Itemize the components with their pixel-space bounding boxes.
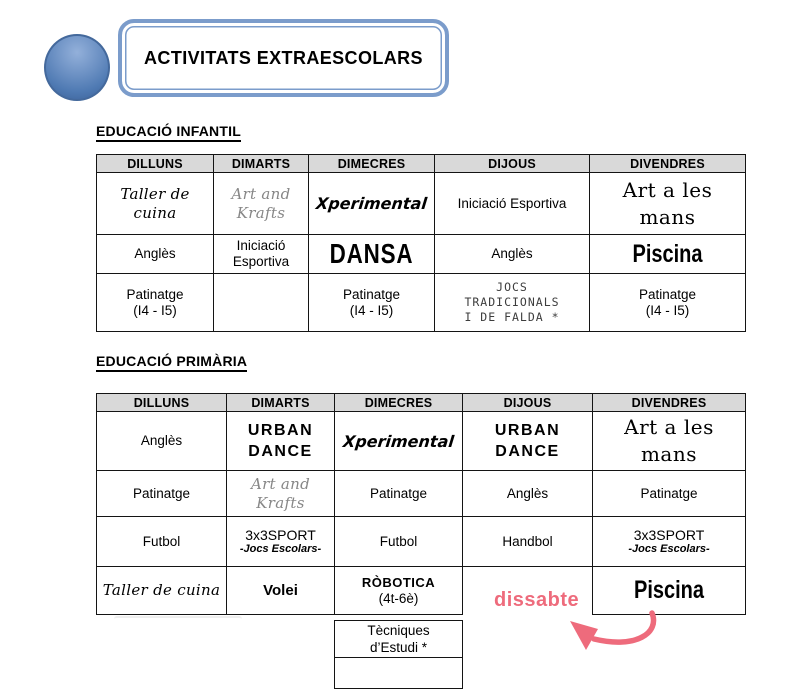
activity-cell: Patinatge (I4 - I5)	[309, 274, 435, 332]
activity-cell: Iniciació Esportiva	[435, 173, 590, 235]
activity-cell: 3x3SPORT -Jocs Escolars-	[593, 517, 746, 567]
day-header-dijous: DIJOUS	[463, 394, 593, 412]
activity-cell: JOCS TRADICIONALS I DE FALDA *	[435, 274, 590, 332]
activity-cell: Futbol	[97, 517, 227, 567]
activity-cell: Patinatge	[335, 471, 463, 517]
header-row	[97, 155, 746, 173]
activity-cell: Art a les mans	[590, 173, 746, 235]
activity-cell: Anglès	[97, 235, 214, 274]
activity-cell: Patinatge	[593, 471, 746, 517]
section-heading-primaria: EDUCACIÓ PRIMÀRIA	[96, 353, 247, 372]
activity-cell: Taller de cuina	[97, 567, 227, 615]
title-banner	[118, 19, 449, 97]
activity-cell: Xperimental	[335, 412, 463, 471]
activity-cell: Anglès	[435, 235, 590, 274]
day-header-divendres: DIVENDRES	[590, 155, 746, 173]
activity-cell: Piscina	[593, 567, 746, 615]
day-header-divendres: DIVENDRES	[593, 394, 746, 412]
activity-cell: Handbol	[463, 517, 593, 567]
day-header-dimarts: DIMARTS	[227, 394, 335, 412]
page-title: ACTIVITATS EXTRAESCOLARS	[144, 47, 423, 68]
decorative-sphere-icon	[44, 34, 110, 101]
activity-cell: Art a les mans	[593, 412, 746, 471]
activity-cell: URBAN DANCE	[227, 412, 335, 471]
extra-cell-tecniques: Tècniques d’Estudi *	[334, 620, 463, 658]
table-row	[97, 173, 746, 235]
activity-cell: RÒBOTICA (4t-6è)	[335, 567, 463, 615]
activity-cell: 3x3SPORT -Jocs Escolars-	[227, 517, 335, 567]
day-header-dilluns: DILLUNS	[97, 155, 214, 173]
activity-cell: Patinatge (I4 - I5)	[97, 274, 214, 332]
day-header-dimarts: DIMARTS	[214, 155, 309, 173]
day-header-dijous: DIJOUS	[435, 155, 590, 173]
extra-cell-cutoff	[334, 657, 463, 689]
activity-cell-empty	[214, 274, 309, 332]
activity-cell: Anglès	[97, 412, 227, 471]
table-row	[97, 517, 746, 567]
activity-cell: Art and Krafts	[214, 173, 309, 235]
table-row	[97, 274, 746, 332]
schedule-table-primaria	[96, 393, 746, 615]
activity-cell: URBAN DANCE	[463, 412, 593, 471]
schedule-table-infantil	[96, 154, 746, 332]
faint-artifact	[114, 616, 242, 623]
activity-cell: Iniciació Esportiva	[214, 235, 309, 274]
activity-cell: Piscina	[590, 235, 746, 274]
day-header-dilluns: DILLUNS	[97, 394, 227, 412]
activity-cell: Patinatge (I4 - I5)	[590, 274, 746, 332]
day-header-dimecres: DIMECRES	[335, 394, 463, 412]
activity-cell: Volei	[227, 567, 335, 615]
header-row	[97, 394, 746, 412]
activity-cell: Xperimental	[309, 173, 435, 235]
annotation-dissabte: dissabte	[494, 589, 580, 611]
activity-cell: Futbol	[335, 517, 463, 567]
section-heading-infantil: EDUCACIÓ INFANTIL	[96, 123, 241, 142]
activity-cell: Anglès	[463, 471, 593, 517]
activity-cell: Taller de cuina	[97, 173, 214, 235]
day-header-dimecres: DIMECRES	[309, 155, 435, 173]
table-row	[97, 412, 746, 471]
activity-cell: Art and Krafts	[227, 471, 335, 517]
activity-cell: Patinatge	[97, 471, 227, 517]
table-row	[97, 471, 746, 517]
activity-cell: DANSA	[309, 235, 435, 274]
table-row	[97, 235, 746, 274]
